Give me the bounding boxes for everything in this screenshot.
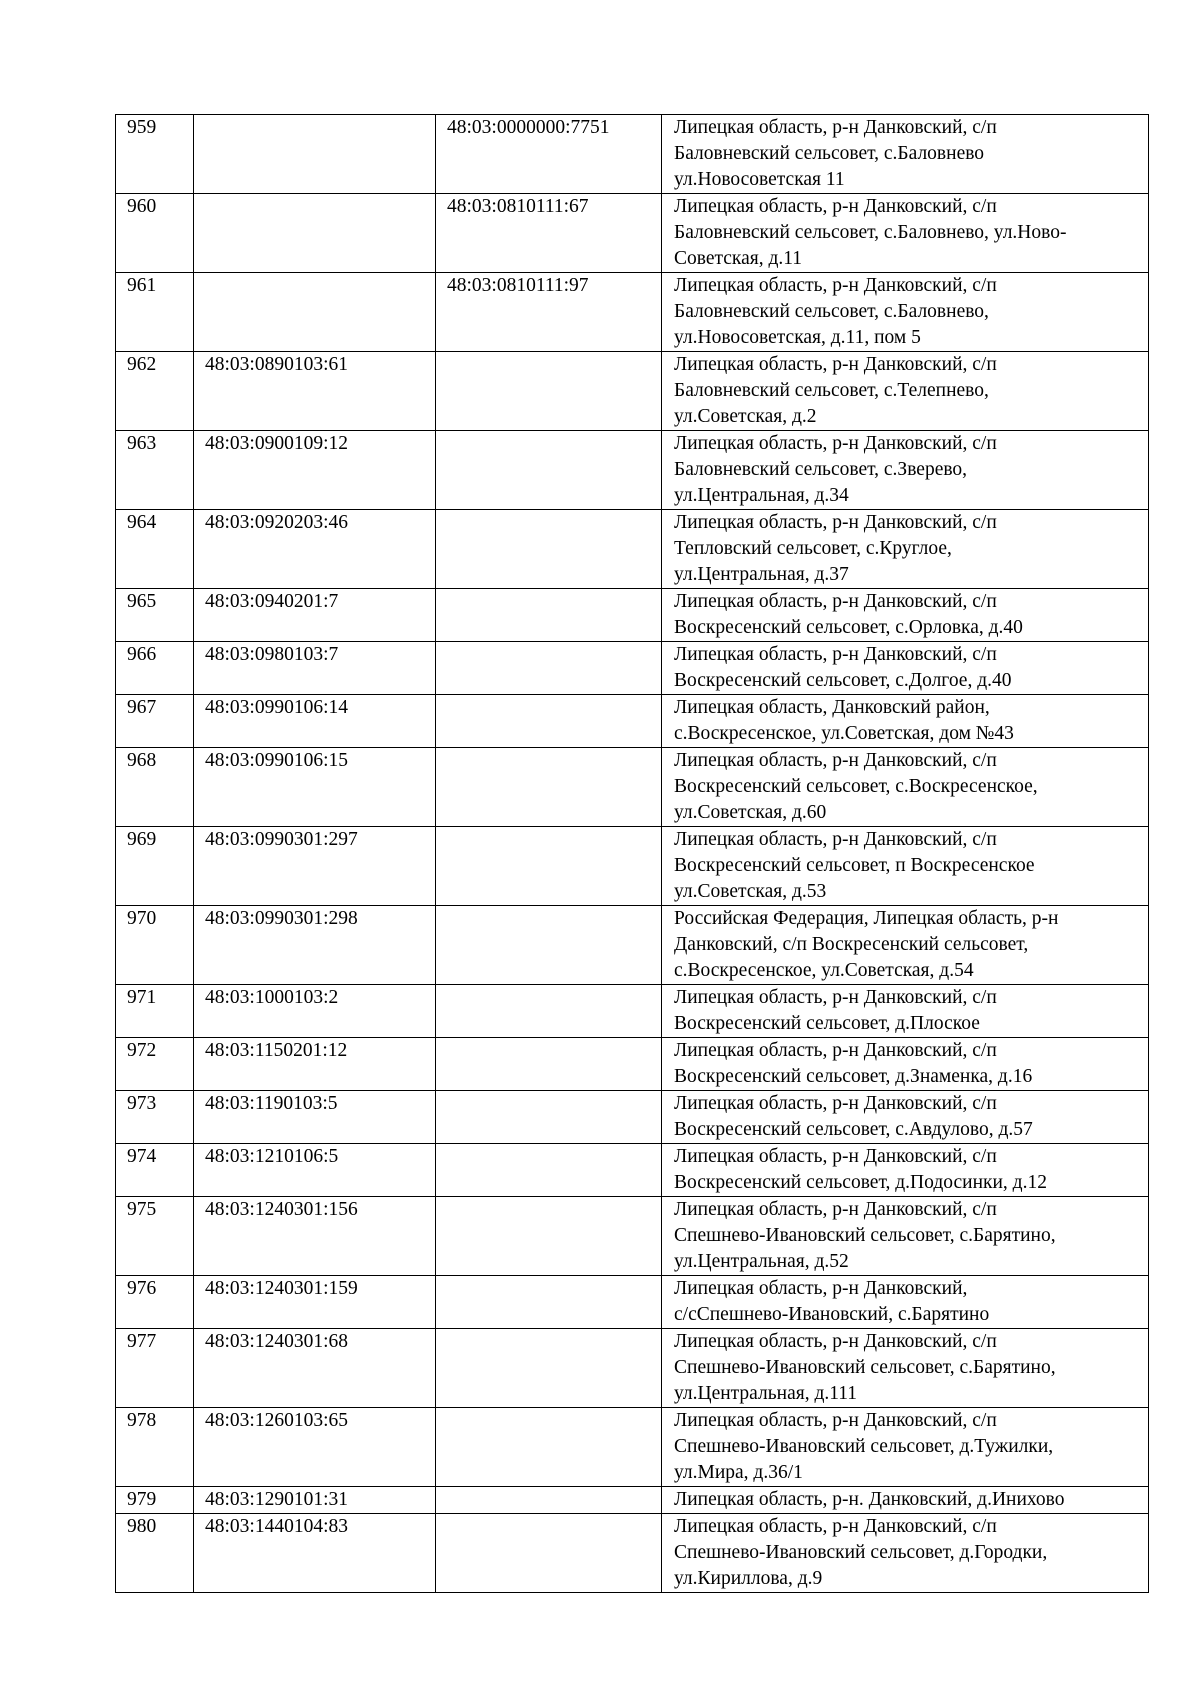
address-line: ул.Мира, д.36/1 (674, 1462, 803, 1483)
address-line: Липецкая область, р-н Данковский, с/п (674, 275, 997, 296)
address-line: Воскресенский сельсовет, п Воскресенское (674, 855, 1035, 876)
address-line: ул.Советская, д.53 (674, 881, 827, 902)
row-number-cell: 978 (116, 1408, 194, 1487)
row-number-cell: 974 (116, 1144, 194, 1197)
cadastral-number-2-cell (436, 985, 662, 1038)
address-line: Воскресенский сельсовет, д.Плоское (674, 1013, 980, 1034)
table-row (116, 589, 1149, 642)
address-line: Липецкая область, Данковский район, (674, 697, 990, 718)
cadastral-number-2-cell (436, 352, 662, 431)
table-row (116, 1487, 1149, 1514)
cadastral-number-cell: 48:03:1260103:65 (194, 1408, 436, 1487)
address-line: Баловневский сельсовет, с.Баловнево (674, 143, 985, 164)
cadastral-number-2-cell (436, 906, 662, 985)
address-cell (662, 1038, 1149, 1091)
address-line: ул.Новосоветская, д.11, пом 5 (674, 327, 921, 348)
row-number-cell: 967 (116, 695, 194, 748)
table-row (116, 1197, 1149, 1276)
address-line: Воскресенский сельсовет, с.Воскресенское, (674, 776, 1038, 797)
address-line: Липецкая область, р-н. Данковский, д.Инихово (674, 1489, 1065, 1510)
table-row (116, 194, 1149, 273)
row-number-cell: 980 (116, 1514, 194, 1593)
address-line: Баловневский сельсовет, с.Телепнево, (674, 380, 989, 401)
table-row (116, 1038, 1149, 1091)
cadastral-number-2-cell (436, 1329, 662, 1408)
address-cell (662, 1144, 1149, 1197)
cadastral-number-cell: 48:03:0920203:46 (194, 510, 436, 589)
cadastral-number-2-cell (436, 695, 662, 748)
row-number-cell: 966 (116, 642, 194, 695)
address-line: Баловневский сельсовет, с.Баловнево, (674, 301, 989, 322)
cadastral-number-cell: 48:03:0990301:297 (194, 827, 436, 906)
address-line: ул.Центральная, д.37 (674, 564, 849, 585)
address-line: ул.Центральная, д.111 (674, 1383, 858, 1404)
address-line: Липецкая область, р-н Данковский, с/п (674, 1093, 997, 1114)
row-number-cell: 965 (116, 589, 194, 642)
address-line: Липецкая область, р-н Данковский, с/п (674, 591, 997, 612)
cadastral-number-2-cell (436, 642, 662, 695)
cadastral-number-2-cell: 48:03:0000000:7751 (436, 115, 662, 194)
cadastral-number-2-cell (436, 748, 662, 827)
table-row (116, 115, 1149, 194)
row-number-cell: 962 (116, 352, 194, 431)
table-row (116, 642, 1149, 695)
row-number-cell: 977 (116, 1329, 194, 1408)
table-row (116, 510, 1149, 589)
address-line: с/сСпешнево-Ивановский, с.Барятино (674, 1304, 990, 1325)
cadastral-number-cell: 48:03:0990301:298 (194, 906, 436, 985)
row-number-cell: 971 (116, 985, 194, 1038)
address-cell (662, 906, 1149, 985)
address-line: Воскресенский сельсовет, с.Орловка, д.40 (674, 617, 1023, 638)
address-line: ул.Кириллова, д.9 (674, 1568, 823, 1589)
address-cell (662, 1329, 1149, 1408)
address-line: Воскресенский сельсовет, д.Подосинки, д.12 (674, 1172, 1047, 1193)
property-table (115, 114, 1149, 1593)
address-line: Липецкая область, р-н Данковский, с/п (674, 1146, 997, 1167)
table-row (116, 352, 1149, 431)
address-line: Липецкая область, р-н Данковский, с/п (674, 1410, 997, 1431)
address-line: Тепловский сельсовет, с.Круглое, (674, 538, 952, 559)
cadastral-number-cell: 48:03:0890103:61 (194, 352, 436, 431)
cadastral-number-cell: 48:03:1210106:5 (194, 1144, 436, 1197)
address-line: Спешнево-Ивановский сельсовет, с.Барятино, (674, 1225, 1056, 1246)
cadastral-number-2-cell (436, 1091, 662, 1144)
address-cell (662, 1197, 1149, 1276)
row-number-cell: 959 (116, 115, 194, 194)
address-line: Липецкая область, р-н Данковский, с/п (674, 1040, 997, 1061)
address-cell (662, 589, 1149, 642)
table-row (116, 431, 1149, 510)
address-cell (662, 510, 1149, 589)
cadastral-number-cell: 48:03:0900109:12 (194, 431, 436, 510)
row-number-cell: 975 (116, 1197, 194, 1276)
row-number-cell: 963 (116, 431, 194, 510)
address-line: Липецкая область, р-н Данковский, с/п (674, 829, 997, 850)
row-number-cell: 961 (116, 273, 194, 352)
cadastral-number-cell: 48:03:1190103:5 (194, 1091, 436, 1144)
cadastral-number-cell: 48:03:0980103:7 (194, 642, 436, 695)
cadastral-number-cell: 48:03:1440104:83 (194, 1514, 436, 1593)
address-line: Липецкая область, р-н Данковский, с/п (674, 750, 997, 771)
row-number-cell: 969 (116, 827, 194, 906)
cadastral-number-2-cell (436, 1144, 662, 1197)
address-line: Воскресенский сельсовет, с.Авдулово, д.57 (674, 1119, 1033, 1140)
cadastral-number-cell: 48:03:1150201:12 (194, 1038, 436, 1091)
address-cell (662, 695, 1149, 748)
address-line: Липецкая область, р-н Данковский, с/п (674, 512, 997, 533)
cadastral-number-cell: 48:03:0940201:7 (194, 589, 436, 642)
address-line: ул.Центральная, д.34 (674, 485, 849, 506)
address-line: Спешнево-Ивановский сельсовет, д.Городки, (674, 1542, 1048, 1563)
cadastral-number-cell: 48:03:1290101:31 (194, 1487, 436, 1514)
table-row (116, 985, 1149, 1038)
cadastral-number-2-cell (436, 1038, 662, 1091)
address-line: Липецкая область, р-н Данковский, с/п (674, 987, 997, 1008)
address-cell (662, 642, 1149, 695)
address-line: Липецкая область, р-н Данковский, с/п (674, 1516, 997, 1537)
address-line: Данковский, с/п Воскресенский сельсовет, (674, 934, 1029, 955)
address-line: Воскресенский сельсовет, с.Долгое, д.40 (674, 670, 1012, 691)
cadastral-number-cell (194, 194, 436, 273)
table-row (116, 906, 1149, 985)
table-row (116, 1144, 1149, 1197)
row-number-cell: 976 (116, 1276, 194, 1329)
cadastral-number-2-cell: 48:03:0810111:67 (436, 194, 662, 273)
address-line: Липецкая область, р-н Данковский, (674, 1278, 968, 1299)
address-cell (662, 748, 1149, 827)
table-body (116, 115, 1149, 1593)
address-line: Воскресенский сельсовет, д.Знаменка, д.16 (674, 1066, 1033, 1087)
table-row (116, 273, 1149, 352)
cadastral-number-2-cell (436, 510, 662, 589)
address-line: Липецкая область, р-н Данковский, с/п (674, 1331, 997, 1352)
address-line: ул.Центральная, д.52 (674, 1251, 849, 1272)
address-line: ул.Советская, д.60 (674, 802, 827, 823)
row-number-cell: 970 (116, 906, 194, 985)
address-line: Спешнево-Ивановский сельсовет, с.Барятино, (674, 1357, 1056, 1378)
table-row (116, 695, 1149, 748)
row-number-cell: 968 (116, 748, 194, 827)
address-line: Баловневский сельсовет, с.Зверево, (674, 459, 968, 480)
row-number-cell: 964 (116, 510, 194, 589)
cadastral-number-2-cell (436, 1197, 662, 1276)
address-line: Липецкая область, р-н Данковский, с/п (674, 644, 997, 665)
cadastral-number-cell: 48:03:1000103:2 (194, 985, 436, 1038)
row-number-cell: 973 (116, 1091, 194, 1144)
table-row (116, 1276, 1149, 1329)
address-line: Липецкая область, р-н Данковский, с/п (674, 196, 997, 217)
row-number-cell: 960 (116, 194, 194, 273)
cadastral-number-2-cell (436, 1276, 662, 1329)
cadastral-number-cell: 48:03:1240301:159 (194, 1276, 436, 1329)
cadastral-number-cell: 48:03:1240301:68 (194, 1329, 436, 1408)
table-row (116, 1329, 1149, 1408)
address-cell (662, 431, 1149, 510)
address-line: Спешнево-Ивановский сельсовет, д.Тужилки, (674, 1436, 1054, 1457)
address-line: Липецкая область, р-н Данковский, с/п (674, 354, 997, 375)
cadastral-number-2-cell (436, 1408, 662, 1487)
cadastral-number-cell (194, 115, 436, 194)
address-line: Российская Федерация, Липецкая область, р-н (674, 908, 1059, 929)
table-row (116, 1091, 1149, 1144)
cadastral-number-2-cell (436, 589, 662, 642)
address-line: Липецкая область, р-н Данковский, с/п (674, 433, 997, 454)
address-line: Липецкая область, р-н Данковский, с/п (674, 117, 997, 138)
address-cell (662, 1514, 1149, 1593)
cadastral-number-cell: 48:03:0990106:14 (194, 695, 436, 748)
cadastral-number-2-cell (436, 1487, 662, 1514)
address-cell (662, 1091, 1149, 1144)
address-line: Советская, д.11 (674, 248, 803, 269)
cadastral-number-cell (194, 273, 436, 352)
address-cell (662, 352, 1149, 431)
cadastral-number-cell: 48:03:0990106:15 (194, 748, 436, 827)
address-cell (662, 194, 1149, 273)
address-line: с.Воскресенское, ул.Советская, дом №43 (674, 723, 1014, 744)
cadastral-number-cell: 48:03:1240301:156 (194, 1197, 436, 1276)
address-line: с.Воскресенское, ул.Советская, д.54 (674, 960, 974, 981)
cadastral-number-2-cell: 48:03:0810111:97 (436, 273, 662, 352)
cadastral-number-2-cell (436, 1514, 662, 1593)
address-line: Баловневский сельсовет, с.Баловнево, ул.Ново- (674, 222, 1067, 243)
address-cell (662, 985, 1149, 1038)
address-cell (662, 1276, 1149, 1329)
address-line: ул.Советская, д.2 (674, 406, 817, 427)
cadastral-number-2-cell (436, 431, 662, 510)
table-row (116, 748, 1149, 827)
table-row (116, 1514, 1149, 1593)
address-cell (662, 115, 1149, 194)
cadastral-number-2-cell (436, 827, 662, 906)
address-cell (662, 1487, 1149, 1514)
address-cell (662, 1408, 1149, 1487)
address-line: ул.Новосоветская 11 (674, 169, 845, 190)
row-number-cell: 972 (116, 1038, 194, 1091)
row-number-cell: 979 (116, 1487, 194, 1514)
address-cell (662, 273, 1149, 352)
address-cell (662, 827, 1149, 906)
table-row (116, 1408, 1149, 1487)
address-line: Липецкая область, р-н Данковский, с/п (674, 1199, 997, 1220)
table-row (116, 827, 1149, 906)
